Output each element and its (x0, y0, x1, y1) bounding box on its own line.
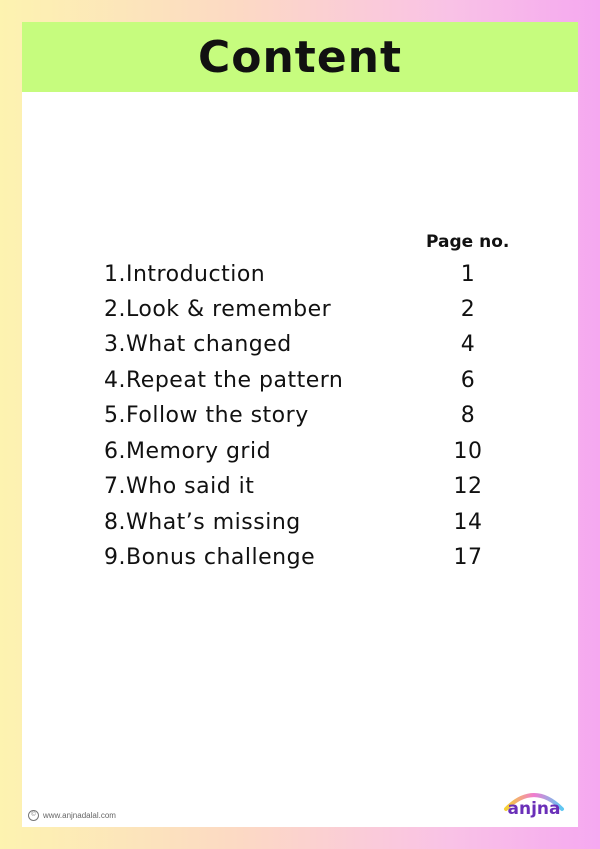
toc-item-page: 10 (453, 439, 483, 464)
copyright-icon: © (28, 810, 39, 821)
logo-text: anjna (507, 799, 561, 819)
toc-item-number: 4. (104, 368, 126, 393)
toc-item-page: 12 (453, 474, 483, 499)
toc-item-page: 6 (460, 368, 476, 393)
website-link: www.anjnadalal.com (43, 811, 116, 820)
toc-item-page: 14 (453, 510, 483, 535)
toc-item-number: 6. (104, 439, 126, 464)
toc-item-number: 1. (104, 262, 126, 287)
toc-item-page: 4 (460, 332, 476, 357)
toc-item-number: 5. (104, 403, 126, 428)
toc-item-number: 7. (104, 474, 126, 499)
toc-item-label: Bonus challenge (126, 545, 316, 570)
document-page (22, 22, 578, 827)
page-number-heading: Page no. (426, 232, 510, 252)
toc-item-number: 3. (104, 332, 126, 357)
toc-item-label: Who said it (126, 474, 255, 499)
header-band (22, 22, 578, 92)
toc-item (22, 403, 578, 438)
toc-item-label: Repeat the pattern (126, 368, 344, 393)
toc-item-page: 17 (453, 545, 483, 570)
toc-item (22, 262, 578, 297)
toc-item-number: 2. (104, 297, 126, 322)
footer-url (28, 810, 116, 821)
toc-item-page: 8 (460, 403, 476, 428)
toc-item (22, 439, 578, 474)
toc-item-page: 2 (460, 297, 476, 322)
toc-item-number: 9. (104, 545, 126, 570)
toc-item (22, 545, 578, 580)
toc-item-number: 8. (104, 510, 126, 535)
toc-item (22, 510, 578, 545)
toc-item-page: 1 (460, 262, 476, 287)
toc-item-label: What changed (126, 332, 292, 357)
toc-item-label: Follow the story (126, 403, 309, 428)
page-title: Content (197, 31, 403, 83)
toc-item (22, 332, 578, 367)
toc-item-label: What’s missing (126, 510, 301, 535)
toc-item-label: Introduction (126, 262, 266, 287)
anjna-logo-icon (500, 785, 568, 819)
toc-item (22, 297, 578, 332)
toc-item-label: Look & remember (126, 297, 332, 322)
toc-item-label: Memory grid (126, 439, 272, 464)
toc-item (22, 474, 578, 509)
toc-item (22, 368, 578, 403)
